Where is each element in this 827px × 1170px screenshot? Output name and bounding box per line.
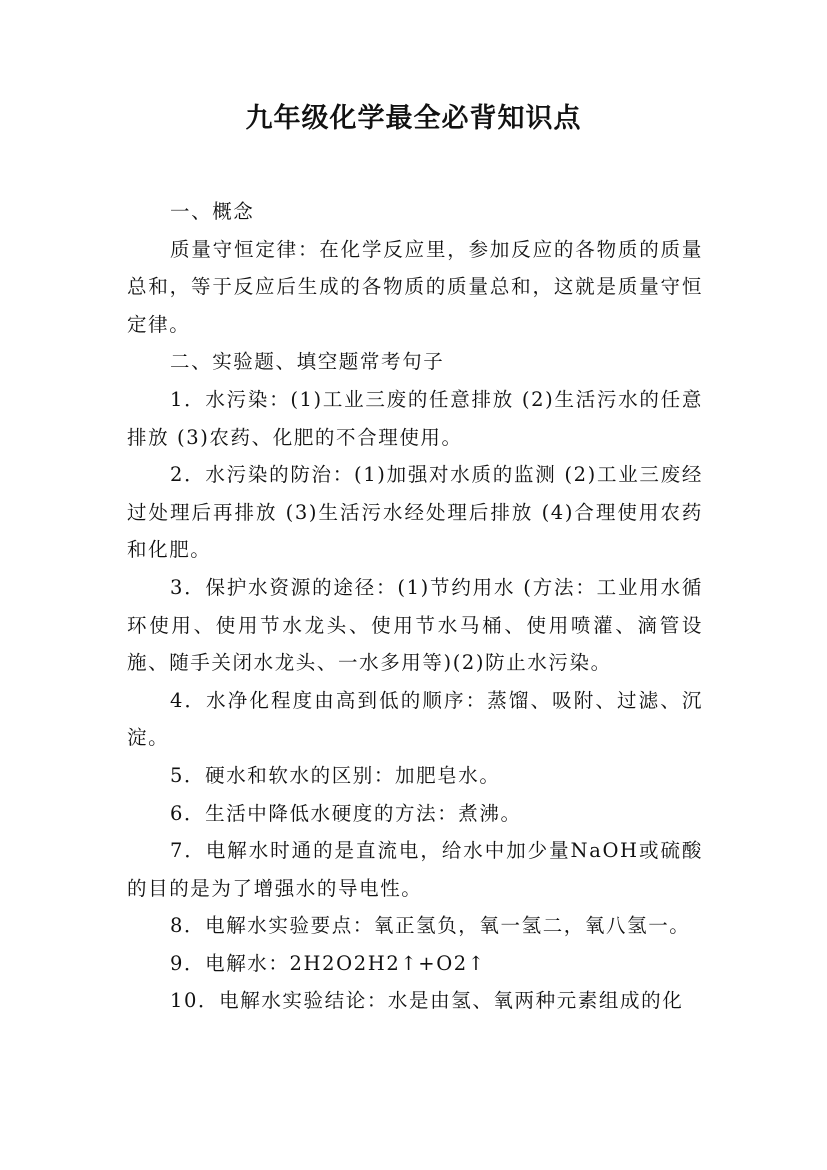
list-item-7: 7．电解水时通的是直流电，给水中加少量NaOH或硫酸的目的是为了增强水的导电性。 [127,839,703,900]
document-body [127,193,703,1020]
document-title: 九年级化学最全必背知识点 [245,103,582,134]
list-item-8: 8．电解水实验要点：氧正氢负，氧一氢二，氧八氢一。 [170,914,691,938]
list-item-2: 2．水污染的防治：(1)加强对水质的监测 (2)工业三废经过处理后再排放 (3)生活污水经处理后排放 (4)合理使用农药和化肥。 [127,463,703,562]
list-item-9: 9．电解水：2H2O2H2↑+O2↑ [170,951,486,975]
section-heading-common-sentences: 二、实验题、填空题常考句子 [170,350,445,374]
list-item-3: 3．保护水资源的途径：(1)节约用水 (方法：工业用水循环使用、使用节水龙头、使用节水马桶、使用喷灌、滴管设施、随手关闭水龙头、一水多用等)(2)防止水污染。 [127,575,703,675]
list-item-5: 5．硬水和软水的区别：加肥皂水。 [170,763,501,787]
list-item-6: 6．生活中降低水硬度的方法：煮沸。 [170,801,522,825]
paragraph-mass-conservation: 质量守恒定律：在化学反应里，参加反应的各物质的质量总和，等于反应后生成的各物质的质量总和，这就是质量守恒定律。 [127,237,703,336]
list-item-10: 10．电解水实验结论：水是由氢、氧两种元素组成的化 [170,989,684,1013]
list-item-1: 1．水污染：(1)工业三废的任意排放 (2)生活污水的任意排放 (3)农药、化肥的不合理使用。 [127,387,703,449]
section-heading-concepts: 一、概念 [170,200,255,223]
list-item-4: 4．水净化程度由高到低的顺序：蒸馏、吸附、过滤、沉淀。 [127,688,703,750]
